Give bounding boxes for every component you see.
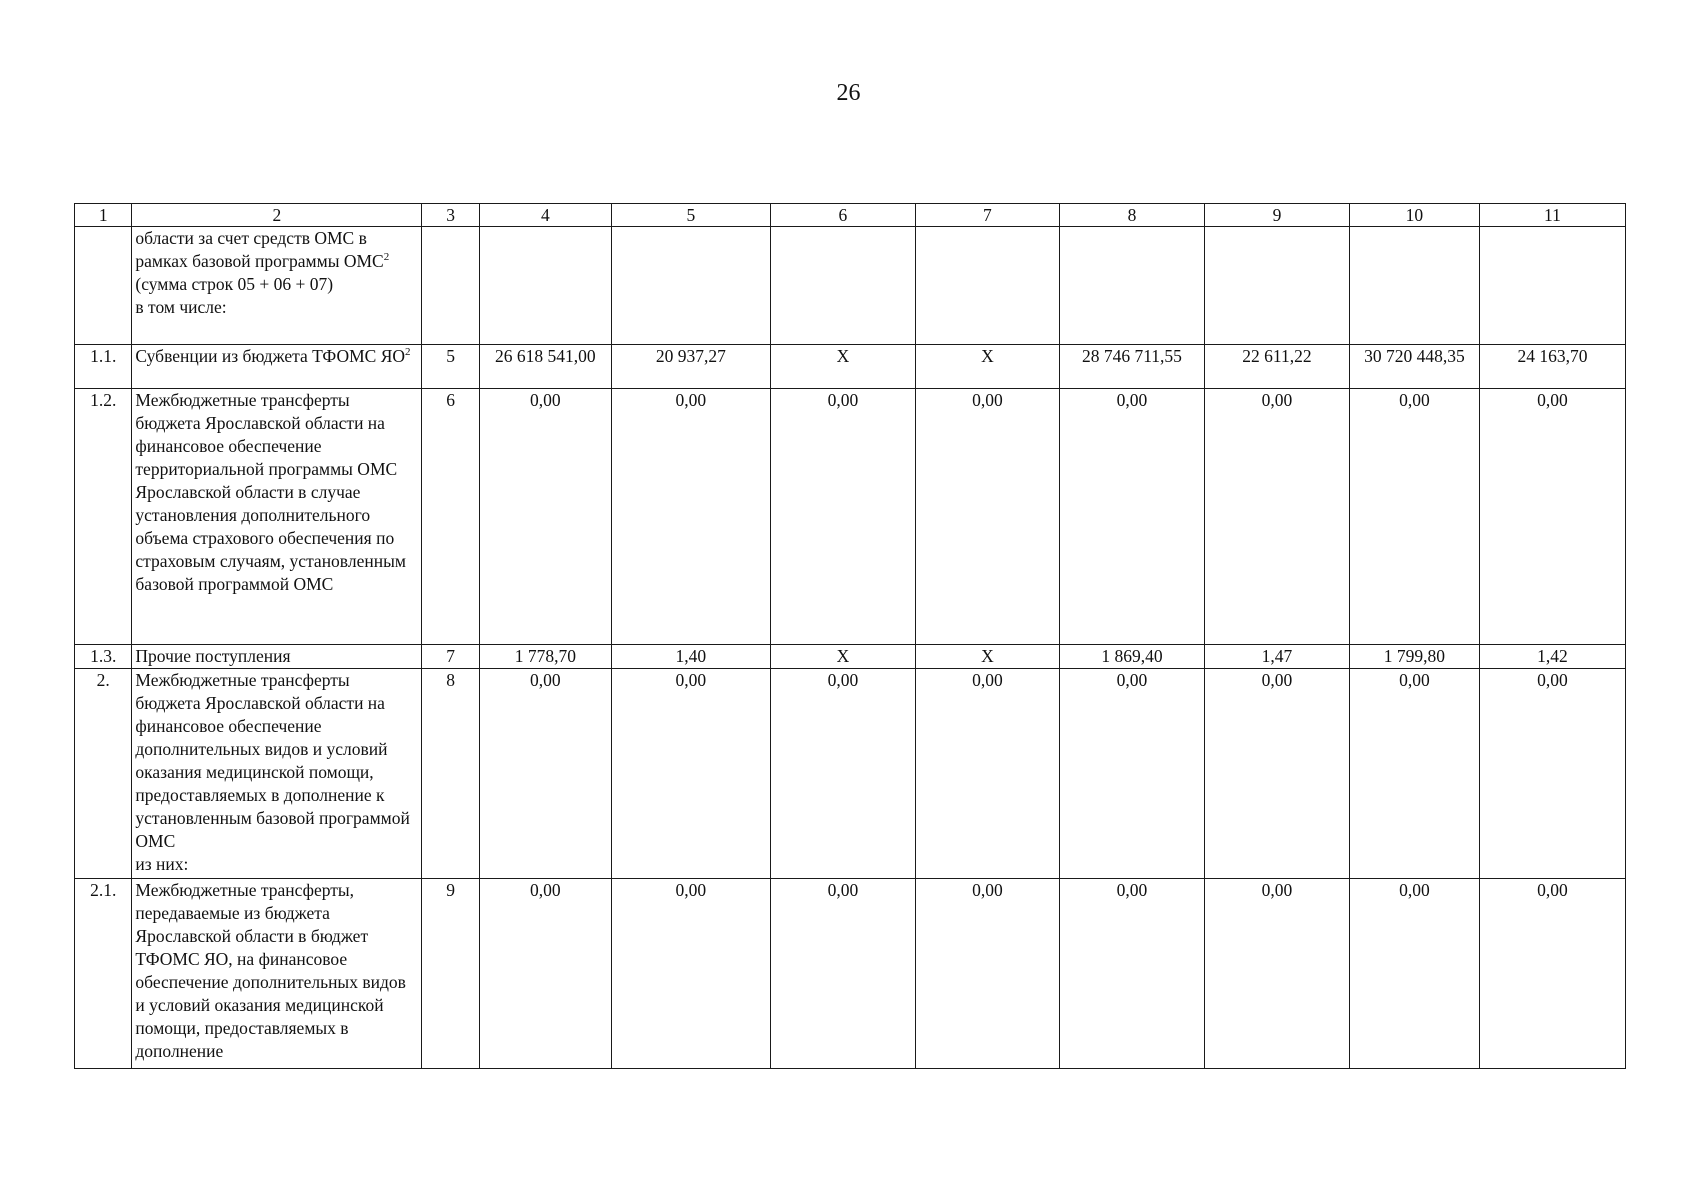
table-row <box>75 645 1626 669</box>
value-cell-col-4: 1 778,70 <box>479 645 611 669</box>
footnote-marker: 2 <box>405 346 411 359</box>
column-number: 11 <box>1479 204 1625 227</box>
value-cell-col-11 <box>1479 227 1625 345</box>
value-cell-col-7 <box>915 227 1059 345</box>
row-number: 2.1. <box>75 879 132 1069</box>
line-code: 5 <box>422 345 479 389</box>
value-cell-col-9: 22 611,22 <box>1204 345 1349 389</box>
column-number: 4 <box>479 204 611 227</box>
row-description: области за счет средств ОМС в рамках базовой программы ОМС$^2$ (сумма строк 05 + 06 + 07) в том числе: <box>132 227 422 345</box>
value-cell-col-7: 0,00 <box>915 669 1059 879</box>
row-number: 1.3. <box>75 645 132 669</box>
table-row <box>75 879 1626 1069</box>
value-cell-col-9: 0,00 <box>1204 389 1349 645</box>
table-body <box>75 227 1626 1069</box>
value-cell-col-9: 0,00 <box>1204 669 1349 879</box>
value-cell-col-6: Х <box>770 645 915 669</box>
value-cell-col-10: 0,00 <box>1349 669 1479 879</box>
column-number: 9 <box>1204 204 1349 227</box>
row-description: Межбюджетные трансферты, передаваемые из бюджета Ярославской области в бюджет ТФОМС ЯО, на финансовое обеспечение дополнительных видов и условий оказания медицинской помощи, предоставляемых в дополнение <box>132 879 422 1069</box>
value-cell-col-5: 0,00 <box>611 669 770 879</box>
line-code <box>422 227 479 345</box>
row-number: 1.1. <box>75 345 132 389</box>
row-description: Межбюджетные трансферты бюджета Ярославской области на финансовое обеспечение территориальной программы ОМС Ярославской области в случае установления дополнительного объема страхового обеспечения по страховым случаям, установленным базовой программой ОМС <box>132 389 422 645</box>
value-cell-col-9 <box>1204 227 1349 345</box>
column-number: 6 <box>770 204 915 227</box>
value-cell-col-11: 0,00 <box>1479 669 1625 879</box>
value-cell-col-8: 0,00 <box>1059 879 1204 1069</box>
line-code: 9 <box>422 879 479 1069</box>
value-cell-col-4: 26 618 541,00 <box>479 345 611 389</box>
line-code: 7 <box>422 645 479 669</box>
column-number: 5 <box>611 204 770 227</box>
value-cell-col-7: Х <box>915 345 1059 389</box>
value-cell-col-11: 24 163,70 <box>1479 345 1625 389</box>
value-cell-col-10 <box>1349 227 1479 345</box>
row-number <box>75 227 132 345</box>
value-cell-col-7: Х <box>915 645 1059 669</box>
value-cell-col-5: 1,40 <box>611 645 770 669</box>
column-number: 2 <box>132 204 422 227</box>
table-row <box>75 227 1626 345</box>
column-number: 8 <box>1059 204 1204 227</box>
table-row <box>75 345 1626 389</box>
value-cell-col-5: 0,00 <box>611 389 770 645</box>
column-number: 7 <box>915 204 1059 227</box>
value-cell-col-4: 0,00 <box>479 879 611 1069</box>
line-code: 6 <box>422 389 479 645</box>
value-cell-col-8: 1 869,40 <box>1059 645 1204 669</box>
value-cell-col-8: 28 746 711,55 <box>1059 345 1204 389</box>
value-cell-col-8 <box>1059 227 1204 345</box>
page-number: 26 <box>836 80 861 106</box>
value-cell-col-6: 0,00 <box>770 669 915 879</box>
row-description: Межбюджетные трансферты бюджета Ярославской области на финансовое обеспечение дополнительных видов и условий оказания медицинской помощи, предоставляемых в дополнение к установленным базовой программой ОМС из них: <box>132 669 422 879</box>
value-cell-col-6 <box>770 227 915 345</box>
value-cell-col-5 <box>611 227 770 345</box>
value-cell-col-9: 1,47 <box>1204 645 1349 669</box>
budget-table <box>74 203 1626 1069</box>
line-code: 8 <box>422 669 479 879</box>
value-cell-col-6: Х <box>770 345 915 389</box>
value-cell-col-4: 0,00 <box>479 389 611 645</box>
value-cell-col-10: 30 720 448,35 <box>1349 345 1479 389</box>
row-description: Прочие поступления <box>132 645 422 669</box>
value-cell-col-6: 0,00 <box>770 389 915 645</box>
value-cell-col-4 <box>479 227 611 345</box>
value-cell-col-10: 0,00 <box>1349 879 1479 1069</box>
value-cell-col-7: 0,00 <box>915 879 1059 1069</box>
value-cell-col-4: 0,00 <box>479 669 611 879</box>
value-cell-col-10: 1 799,80 <box>1349 645 1479 669</box>
value-cell-col-7: 0,00 <box>915 389 1059 645</box>
value-cell-col-8: 0,00 <box>1059 669 1204 879</box>
table-row <box>75 389 1626 645</box>
column-number-row <box>75 204 1626 227</box>
row-number: 1.2. <box>75 389 132 645</box>
value-cell-col-11: 1,42 <box>1479 645 1625 669</box>
column-number: 1 <box>75 204 132 227</box>
row-number: 2. <box>75 669 132 879</box>
value-cell-col-6: 0,00 <box>770 879 915 1069</box>
value-cell-col-11: 0,00 <box>1479 389 1625 645</box>
value-cell-col-11: 0,00 <box>1479 879 1625 1069</box>
value-cell-col-5: 20 937,27 <box>611 345 770 389</box>
value-cell-col-8: 0,00 <box>1059 389 1204 645</box>
value-cell-col-9: 0,00 <box>1204 879 1349 1069</box>
column-number: 10 <box>1349 204 1479 227</box>
column-number: 3 <box>422 204 479 227</box>
value-cell-col-10: 0,00 <box>1349 389 1479 645</box>
table-row <box>75 669 1626 879</box>
row-description: Субвенции из бюджета ТФОМС $ЯО^2$ <box>132 345 422 389</box>
footnote-marker: 2 <box>383 251 390 264</box>
value-cell-col-5: 0,00 <box>611 879 770 1069</box>
